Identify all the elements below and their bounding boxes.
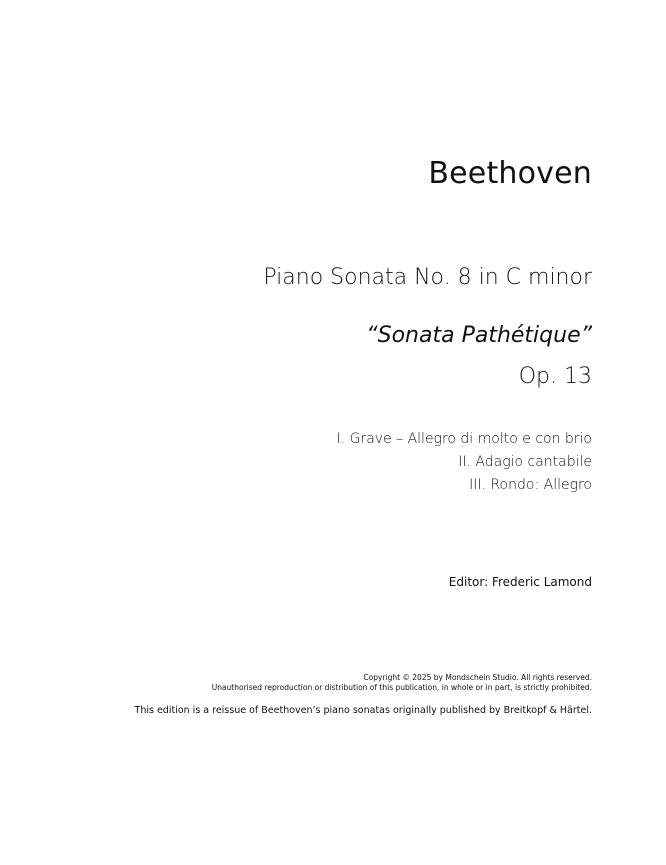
work-nickname: “Sonata Pathétique” [366,323,592,348]
editor-credit: Editor: Frederic Lamond [448,575,592,589]
work-title: Piano Sonata No. 8 in C minor [263,265,592,290]
reproduction-notice: Unauthorised reproduction or distribution of this publication, in whole or in part, is strictly prohibited. [211,683,592,692]
reissue-notice: This edition is a reissue of Beethoven’s piano sonatas originally published by Breitkopf & Härtel. [134,705,592,716]
opus-number: Op. 13 [518,364,592,389]
movement-item: III. Rondo: Allegro [469,477,592,493]
movement-item: II. Adagio cantabile [458,454,592,470]
movement-item: I. Grave – Allegro di molto e con brio [336,431,592,447]
composer-name: Beethoven [428,156,592,191]
copyright-notice: Copyright © 2025 by Mondschein Studio. All rights reserved. [363,673,592,682]
